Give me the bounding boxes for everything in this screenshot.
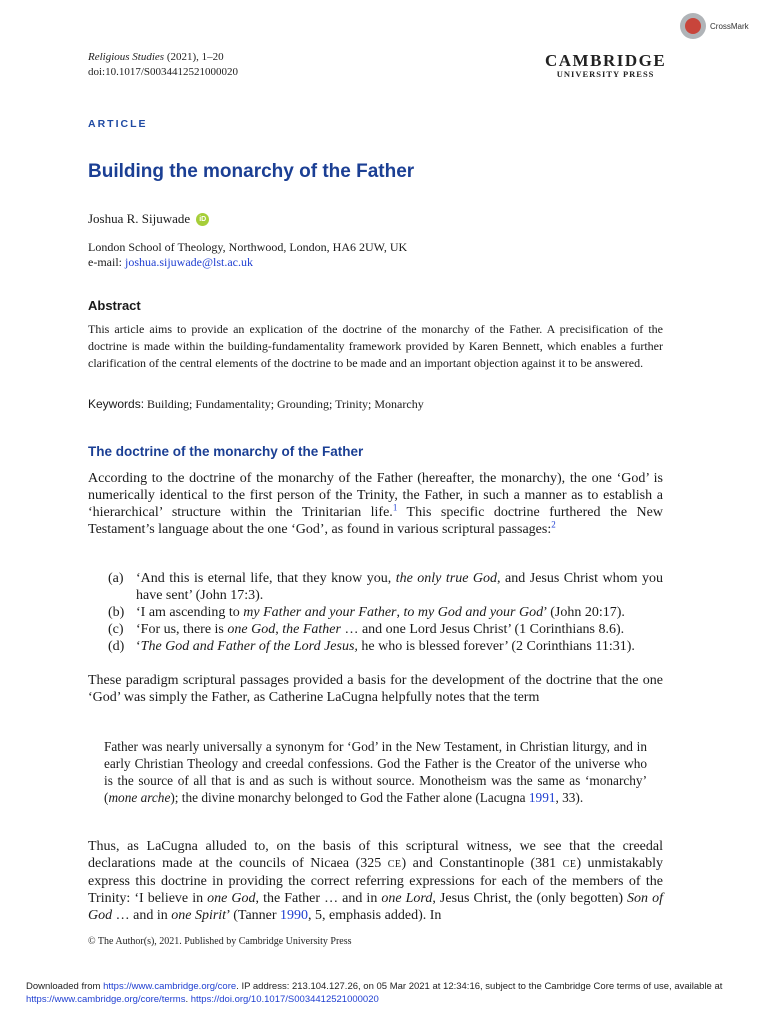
publisher-subname: UNIVERSITY PRESS (556, 69, 655, 79)
body-paragraph-3 (88, 838, 663, 924)
quote-text: Father was nearly universally a synonym for ‘God’ in the New Testament, in Christian liturgy, and in early Christian Theology and creedal confessions. God the Father is the Creator of the universe who is the source of all that is and as such is without source. Monotheism was the same as ‘monarchy’ ( (104, 739, 647, 805)
footer-text: Downloaded from (26, 981, 104, 992)
item-text: … and one Lord Jesus Christ’ (1 Corinthians 8.6). (340, 622, 625, 637)
section-heading: The doctrine of the monarchy of the Father (88, 444, 364, 459)
keywords-label: Keywords: (88, 397, 145, 411)
list-marker: (a) (108, 571, 124, 586)
keywords (88, 397, 424, 412)
list-item (108, 621, 663, 638)
para3-text: , the Father … and in (255, 891, 382, 906)
footer-link-core[interactable]: https://www.cambridge.org/core (103, 981, 237, 992)
affiliation-address: London School of Theology, Northwood, London, HA6 2UW, UK (88, 240, 408, 254)
item-text: ‘And this is eternal life, that they know you, (136, 571, 396, 586)
list-marker: (b) (108, 605, 125, 620)
item-text: ‘ (136, 639, 141, 654)
para3-emphasis: one God (207, 891, 256, 906)
item-emphasis: one God (227, 622, 276, 637)
para3-text: … and in (112, 908, 172, 923)
quote-text: ); the divine monarchy belonged to God the Father alone (Lacugna (170, 790, 529, 805)
publisher-logo (545, 52, 666, 80)
footer-link-doi[interactable]: https://doi.org/10.1017/S0034412521000020 (190, 994, 379, 1005)
para3-text: , 5, emphasis added). In (308, 908, 442, 923)
crossmark-badge[interactable] (680, 13, 749, 39)
email-label: e-mail: (88, 255, 125, 269)
item-emphasis: The God and Father of the Lord Jesus, (140, 639, 358, 654)
author-affiliation (88, 240, 407, 270)
item-emphasis: the Father (282, 622, 341, 637)
crossmark-icon (680, 13, 706, 39)
para1-text-a: According to the doctrine of the monarchy of the Father (hereafter, the monarchy), the one ‘God’ is numerically identical to the first person of the Trinity, the Father, in such a manner as to establish a ‘hierarchical’ structure within the Trinitarian life. (88, 471, 663, 520)
para3-text: ) unmistakably express this doctrine in providing the correct referring expressions for each of the members of the Trinity: ‘I believe in (88, 856, 663, 906)
list-item (108, 604, 663, 621)
para3-text: ’ (Tanner (226, 908, 281, 923)
item-text: ‘I am ascending to (136, 605, 244, 620)
body-paragraph-2: These paradigm scriptural passages provided a basis for the development of the doctrine that the one ‘God’ was simply the Father, as Catherine LaCugna helpfully notes that the term (88, 673, 663, 705)
para3-emphasis: Son of God (88, 891, 663, 923)
footer-link-terms[interactable]: https://www.cambridge.org/core/terms (26, 994, 186, 1005)
item-text: ’ (John 20:17). (543, 605, 625, 620)
item-emphasis: to my God and your God (403, 605, 544, 620)
author-line (88, 211, 209, 227)
list-item (108, 638, 663, 655)
item-emphasis: my Father and your Father (243, 605, 397, 620)
keywords-list: Building; Fundamentality; Grounding; Trinity; Monarchy (144, 397, 424, 411)
crossmark-label: CrossMark (710, 21, 749, 31)
item-text: ‘For us, there is (136, 622, 228, 637)
item-emphasis: the only true God (395, 571, 498, 586)
quote-text: , 33). (555, 790, 584, 805)
scripture-list (108, 570, 663, 655)
article-title: Building the monarchy of the Father (88, 161, 415, 182)
para3-text: Thus, as LaCugna alluded to, on the basis of this scriptural witness, we see that the creedal declarations made at the councils of Nicaea (325 (88, 839, 663, 871)
footnote-link-2[interactable]: 2 (551, 519, 556, 530)
para3-text: , Jesus Christ, the (only begotten) (432, 891, 628, 906)
footer-text: . (185, 994, 191, 1005)
item-text: , (396, 605, 404, 620)
body-paragraph-1 (88, 470, 663, 538)
footer-text: . IP address: 213.104.127.26, on 05 Mar 2021 at 12:34:16, subject to the Cambridge Core terms of use, available at (236, 981, 723, 992)
item-text: , (275, 622, 283, 637)
list-marker: (c) (108, 622, 124, 637)
copyright-notice: © The Author(s), 2021. Published by Cambridge University Press (88, 936, 352, 947)
journal-doi: doi:10.1017/S0034412521000020 (88, 66, 239, 78)
publisher-name: CAMBRIDGE (545, 51, 667, 70)
item-text: he who is blessed forever’ (2 Corinthians 11:31). (357, 639, 635, 654)
abstract-text: This article aims to provide an explication of the doctrine of the monarchy of the Father. A precisification of the doctrine is made within the building-fundamentality framework provided by Karen Bennett, which enables a further clarification of the central elements of the doctrine to be made and an important objection against it to be answered. (88, 322, 663, 370)
orcid-icon[interactable]: iD (196, 213, 209, 226)
download-footer (26, 980, 756, 1006)
citation-link[interactable]: 1991 (528, 790, 556, 805)
author-name: Joshua R. Sijuwade (88, 211, 191, 226)
para3-text: ) and Constantinople (381 (401, 856, 563, 871)
para1-text-b: This specific doctrine furthered the New Testament’s language about the one ‘God’, as found in various scriptural passages: (88, 505, 663, 537)
journal-citation (88, 50, 238, 80)
journal-issue: (2021), 1–20 (164, 51, 224, 63)
para3-emphasis: one Spirit (171, 908, 227, 923)
article-type-label: ARTICLE (88, 118, 148, 130)
list-marker: (d) (108, 639, 125, 654)
abstract-heading: Abstract (88, 298, 141, 313)
item-text: , and Jesus Christ whom you have sent’ (John 17:3). (136, 571, 663, 603)
quote-emphasis: mone arche (108, 790, 171, 805)
block-quote (104, 738, 647, 806)
footnote-link-1[interactable]: 1 (392, 502, 398, 513)
email-link[interactable]: joshua.sijuwade@lst.ac.uk (124, 255, 254, 269)
era-label: CE (387, 859, 402, 870)
citation-link[interactable]: 1990 (280, 908, 309, 923)
list-item (108, 570, 663, 604)
para3-emphasis: one Lord (381, 891, 433, 906)
journal-name: Religious Studies (88, 51, 165, 63)
era-label: CE (562, 859, 577, 870)
